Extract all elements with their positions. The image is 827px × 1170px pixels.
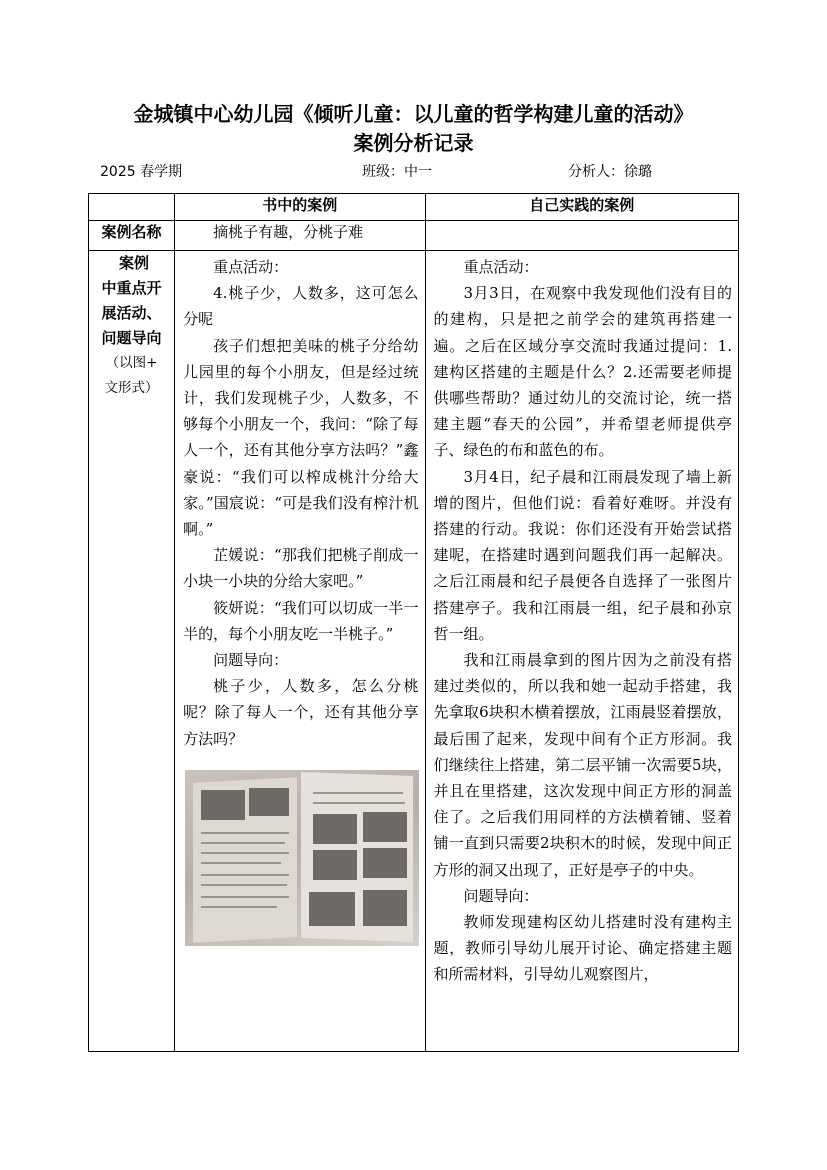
header-book-case: 书中的案例 bbox=[175, 194, 425, 221]
header-empty-cell bbox=[89, 194, 175, 221]
table-header-row bbox=[89, 194, 739, 221]
book-paragraph: 芷媛说：“那我们把桃子削成一小块一小块的分给大家吧。” bbox=[183, 546, 419, 591]
photo-inset-image bbox=[249, 788, 289, 816]
photo-text-line bbox=[201, 896, 289, 898]
case-name-row bbox=[89, 221, 739, 251]
photo-inset-image bbox=[363, 812, 407, 842]
own-paragraph: 3月4日，纪子晨和江雨晨发现了墙上新增的图片，但他们说：看着好难呀。并没有搭建的行动。我说：你们还没有开始尝试搭建呢，在搭建时遇到问题我们再一起解决。之后江雨晨和纪子晨便各自选择了一张图片搭建亭子。我和江雨晨一组，纪子晨和孙京哲一组。 bbox=[433, 467, 732, 643]
photo-inset-image bbox=[363, 890, 407, 926]
photo-inset-image bbox=[313, 814, 357, 844]
label-line-1: 案例 bbox=[119, 254, 150, 272]
own-paragraph: 教师发现建构区幼儿搭建时没有建构主题，教师引导幼儿展开讨论、确定搭建主题和所需材料，引导幼儿观察图片， bbox=[433, 913, 732, 984]
focus-activity-row bbox=[89, 251, 739, 1052]
own-paragraph: 我和江雨晨拿到的图片因为之前没有搭建过类似的，所以我和她一起动手搭建，我先拿取6块积木横着摆放，江雨晨竖着摆放，最后围了起来，发现中间有个正方形洞。我们继续往上搭建，第二层平铺一次需要5块，并且在里搭建，这次发现中间正方形的洞盖住了。之后我们用同样的方法横着铺、竖着铺一直到只需要2块积木的时候，发现中间正方形的洞又出现了，正好是亭子的中央。 bbox=[433, 651, 732, 879]
label-line-5: （以图+ bbox=[105, 355, 158, 371]
header-own-case: 自己实践的案例 bbox=[425, 194, 739, 221]
photo-inset-image bbox=[313, 850, 357, 880]
photo-text-line bbox=[201, 874, 289, 876]
book-paragraph: 孩子们想把美味的桃子分给幼儿园里的每个小朋友，但是经过统计，我们发现桃子少，人数多，不够每个小朋友一个，我问：“除了每人一个，还有其他分享方法吗？”鑫豪说：“我们可以榨成桃汁分给大家。”国宸说：“可是我们没有榨汁机啊。” bbox=[183, 336, 419, 539]
analyst-label: 分析人：徐璐 bbox=[568, 164, 652, 180]
case-name-own bbox=[425, 221, 739, 251]
label-line-2: 中重点开 bbox=[101, 279, 162, 297]
photo-text-line bbox=[201, 884, 287, 886]
document-title-line-2: 案例分析记录 bbox=[353, 131, 474, 155]
own-heading-question: 问题导向： bbox=[463, 886, 539, 905]
book-case-content bbox=[175, 251, 425, 1052]
photo-text-line bbox=[313, 792, 403, 794]
photo-text-line bbox=[201, 842, 285, 844]
own-heading-focus: 重点活动： bbox=[463, 258, 539, 276]
label-line-4: 问题导向 bbox=[101, 329, 162, 347]
book-heading-focus: 重点活动： bbox=[213, 258, 289, 276]
photo-text-line bbox=[313, 802, 405, 804]
label-line-6: 文形式） bbox=[104, 380, 159, 396]
label-line-3: 展活动、 bbox=[101, 304, 162, 322]
book-paragraph: 4.桃子少，人数多，这可怎么分呢 bbox=[183, 284, 419, 329]
photo-text-line bbox=[201, 862, 281, 864]
own-paragraph: 3月3日，在观察中我发现他们没有目的的建构，只是把之前学会的建筑再搭建一遍。之后在区域分享交流时我通过提问：1.建构区搭建的主题是什么？2.还需要老师提供哪些帮助？通过幼儿的交流讨论，统一搭建主题“春天的公园”，并希望老师提供亭子、绿色的布和蓝色的布。 bbox=[433, 284, 732, 460]
photo-inset-image bbox=[309, 892, 355, 926]
book-page-photo bbox=[185, 770, 419, 946]
book-paragraph: 桃子少，人数多，怎么分桃呢？除了每人一个，还有其他分享方法吗？ bbox=[183, 677, 419, 748]
case-name-book: 摘桃子有趣，分桃子难 bbox=[175, 221, 425, 251]
book-paragraph: 筱妍说：“我们可以切成一半一半的，每个小朋友吃一半桃子。” bbox=[183, 598, 419, 643]
term-label: 2025 春学期 bbox=[100, 164, 183, 180]
photo-text-line bbox=[201, 832, 289, 834]
photo-inset-image bbox=[201, 790, 245, 820]
own-case-content bbox=[425, 251, 739, 1052]
class-label: 班级：中一 bbox=[362, 164, 432, 180]
case-name-label: 案例名称 bbox=[89, 221, 175, 251]
photo-inset-image bbox=[363, 848, 407, 878]
case-analysis-table bbox=[88, 193, 739, 1052]
focus-activity-label bbox=[89, 251, 175, 1052]
photo-text-line bbox=[201, 852, 289, 854]
document-title-line-1: 金城镇中心幼儿园《倾听儿童：以儿童的哲学构建儿童的活动》 bbox=[133, 102, 694, 126]
photo-text-line bbox=[201, 906, 277, 908]
book-heading-question: 问题导向： bbox=[213, 651, 289, 670]
